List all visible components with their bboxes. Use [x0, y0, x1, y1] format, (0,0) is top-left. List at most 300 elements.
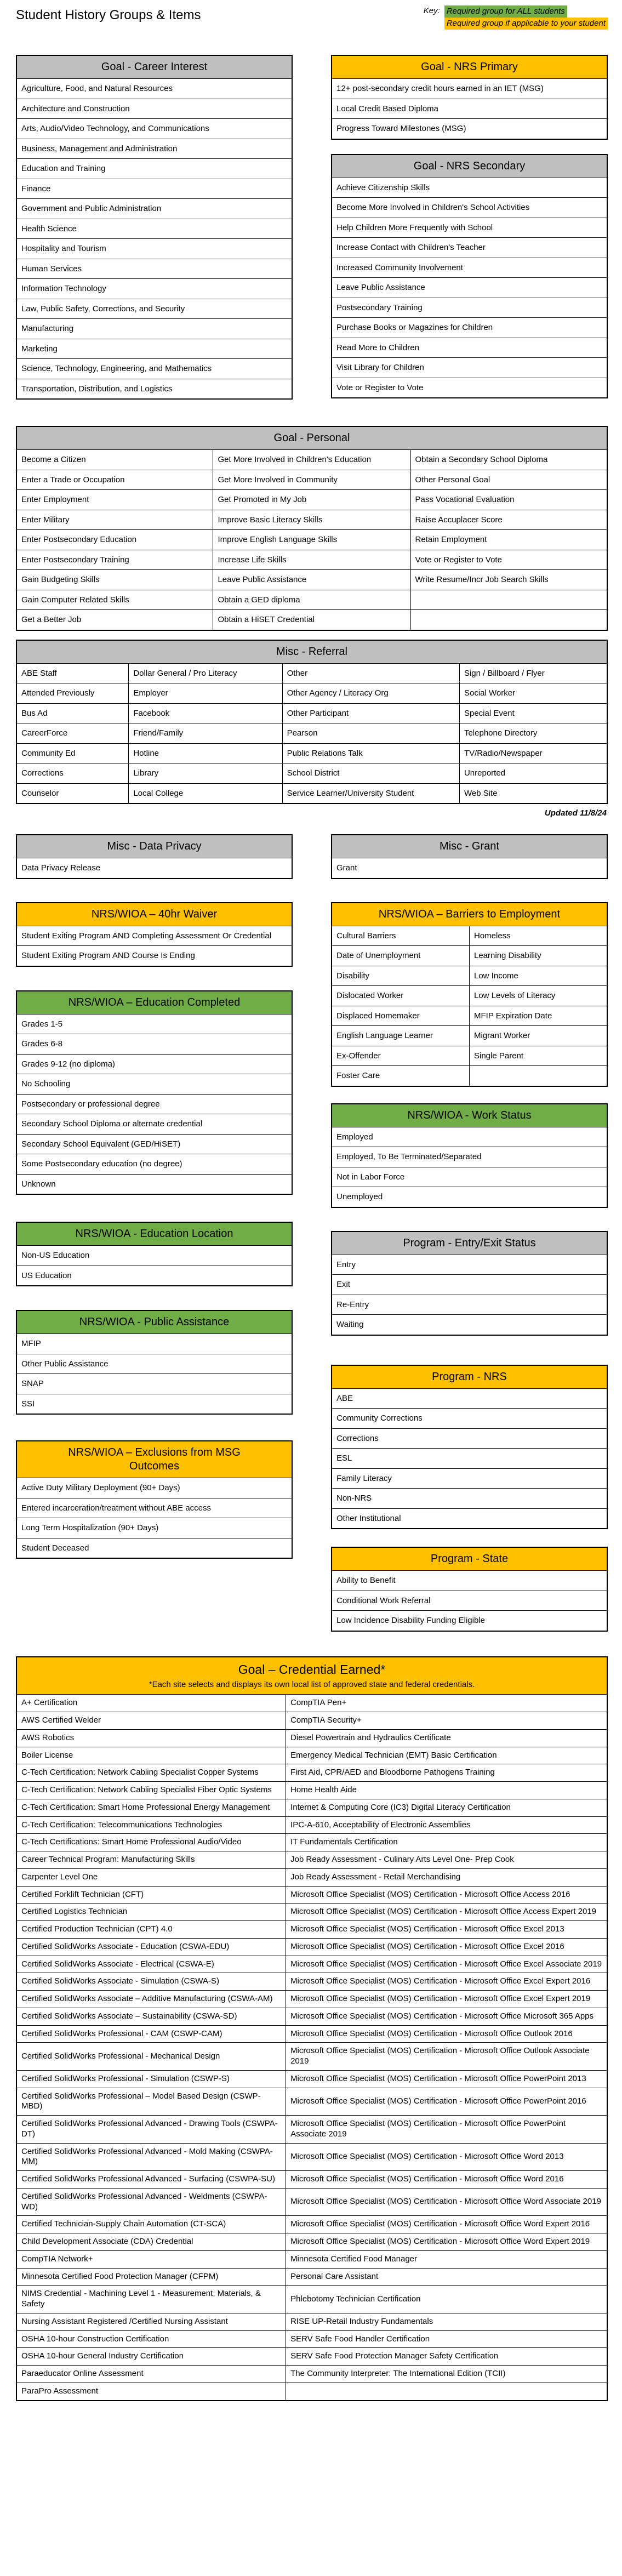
edu_completed-item: Grades 1-5	[16, 1014, 292, 1034]
program_nrs-row	[332, 1449, 607, 1469]
referral-item: Special Event	[459, 703, 607, 723]
nrs_secondary-item: Leave Public Assistance	[332, 278, 607, 298]
entry_exit-header-title: Program - Entry/Exit Status	[403, 1236, 536, 1249]
group-referral	[16, 640, 608, 805]
referral-header-title: Misc - Referral	[276, 645, 347, 658]
career-item: Human Services	[16, 259, 292, 279]
barriers-item: Homeless	[470, 926, 608, 946]
credentials-item: IT Fundamentals Certification	[286, 1834, 607, 1851]
credentials-row	[16, 1799, 607, 1816]
nrs_secondary-row	[332, 378, 607, 398]
entry_exit-table	[331, 1231, 608, 1336]
edu_completed-item: Secondary School Equivalent (GED/HiSET)	[16, 1134, 292, 1154]
work_status-table	[331, 1103, 608, 1208]
career-row	[16, 99, 292, 119]
program_nrs-item: Non-NRS	[332, 1489, 607, 1509]
edu_completed-item: Unknown	[16, 1174, 292, 1194]
personal-item: Enter Postsecondary Education	[16, 530, 213, 550]
edu_location-row	[16, 1246, 292, 1266]
referral-item: Friend/Family	[129, 723, 282, 744]
credentials-item: Certified Forklift Technician (CFT)	[16, 1886, 286, 1903]
career-row	[16, 179, 292, 199]
personal-item: Improve English Language Skills	[213, 530, 410, 550]
edu_completed-row	[16, 1174, 292, 1194]
credentials-row	[16, 1956, 607, 1973]
credentials-row	[16, 2171, 607, 2189]
program_state-item: Ability to Benefit	[332, 1571, 607, 1591]
credentials-item: Certified SolidWorks Professional Advanced - Surfacing (CSWPA-SU)	[16, 2171, 286, 2189]
career-item: Business, Management and Administration	[16, 139, 292, 159]
career-row	[16, 339, 292, 359]
credentials-item: Certified SolidWorks Professional - CAM (CSWP-CAM)	[16, 2025, 286, 2043]
credentials-item: CompTIA Pen+	[286, 1695, 607, 1712]
right-column-middle	[331, 834, 608, 1632]
program_nrs-row	[332, 1409, 607, 1429]
credentials-row	[16, 1729, 607, 1747]
personal-item: Pass Vocational Evaluation	[410, 490, 607, 510]
referral-row	[16, 663, 607, 683]
program_state-row	[332, 1611, 607, 1631]
personal-item: Leave Public Assistance	[213, 570, 410, 590]
personal-row	[16, 470, 607, 490]
career-item: Education and Training	[16, 159, 292, 179]
personal-item: Get More Involved in Community	[213, 470, 410, 490]
credentials-item: Certified SolidWorks Associate - Education (CSWA-EDU)	[16, 1938, 286, 1956]
entry_exit-item: Exit	[332, 1275, 607, 1295]
nrs_secondary-item: Achieve Citizenship Skills	[332, 178, 607, 198]
edu_completed-row	[16, 1114, 292, 1135]
credentials-header	[16, 1657, 607, 1695]
edu_completed-row	[16, 1054, 292, 1074]
barriers-item: Displaced Homemaker	[332, 1006, 470, 1026]
entry_exit-row	[332, 1295, 607, 1315]
career-item: Science, Technology, Engineering, and Mathematics	[16, 359, 292, 379]
referral-row	[16, 763, 607, 784]
personal-row	[16, 610, 607, 630]
legend-required-if-applicable: Required group if applicable to your student	[444, 18, 608, 30]
group-public-assistance	[16, 1310, 293, 1415]
credentials-item: Certified SolidWorks Professional – Model Based Design (CSWP-MBD)	[16, 2088, 286, 2116]
personal-row	[16, 450, 607, 470]
credentials-item: AWS Certified Welder	[16, 1712, 286, 1730]
personal-item: Get a Better Job	[16, 610, 213, 630]
credentials-item: A+ Certification	[16, 1695, 286, 1712]
program_state-table	[331, 1547, 608, 1632]
work_status-item: Unemployed	[332, 1187, 607, 1207]
credentials-item: C-Tech Certification: Telecommunications Technologies	[16, 1816, 286, 1834]
program_nrs-table	[331, 1365, 608, 1530]
left-column-top	[16, 55, 293, 400]
referral-row	[16, 783, 607, 803]
career-item: Government and Public Administration	[16, 199, 292, 219]
nrs_secondary-row	[332, 298, 607, 318]
group-education-completed	[16, 990, 293, 1195]
credentials-item: Diesel Powertrain and Hydraulics Certificate	[286, 1729, 607, 1747]
program_nrs-item: Other Institutional	[332, 1508, 607, 1529]
personal-item: Enter Employment	[16, 490, 213, 510]
credentials-item: Microsoft Office Specialist (MOS) Certification - Microsoft Office Word Associate 2019	[286, 2188, 607, 2216]
credentials-item: First Aid, CPR/AED and Bloodborne Pathogens Training	[286, 1764, 607, 1782]
exclusions-row	[16, 1478, 292, 1498]
personal-item: Other Personal Goal	[410, 470, 607, 490]
credentials-row	[16, 2366, 607, 2383]
credentials-item: NIMS Credential - Machining Level 1 - Measurement, Materials, & Safety	[16, 2286, 286, 2313]
program_nrs-item: ABE	[332, 1388, 607, 1409]
group-grant	[331, 834, 608, 879]
top-bar	[16, 5, 608, 30]
barriers-item: Dislocated Worker	[332, 986, 470, 1006]
credentials-row	[16, 2330, 607, 2348]
grant-table	[331, 834, 608, 879]
career-item: Marketing	[16, 339, 292, 359]
referral-table	[16, 640, 608, 805]
nrs_secondary-item: Increase Contact with Children's Teacher	[332, 238, 607, 258]
edu_completed-item: Grades 9-12 (no diploma)	[16, 1054, 292, 1074]
public_assistance-table	[16, 1310, 293, 1415]
career-row	[16, 139, 292, 159]
program_nrs-row	[332, 1468, 607, 1489]
program_state-header-title: Program - State	[430, 1553, 509, 1565]
public_assistance-row	[16, 1354, 292, 1374]
data_privacy-row	[16, 858, 292, 879]
program_nrs-row	[332, 1489, 607, 1509]
barriers-header	[332, 903, 607, 926]
barriers-item: Ex-Offender	[332, 1046, 470, 1066]
nrs_secondary-header-title: Goal - NRS Secondary	[413, 159, 526, 172]
credentials-row	[16, 2233, 607, 2251]
barriers-table	[331, 902, 608, 1087]
entry_exit-row	[332, 1275, 607, 1295]
nrs_secondary-row	[332, 338, 607, 358]
group-career-interest	[16, 55, 293, 400]
referral-item: Employer	[129, 683, 282, 704]
row-top	[16, 55, 608, 400]
nrs_secondary-item: Increased Community Involvement	[332, 258, 607, 278]
program_state-row	[332, 1591, 607, 1611]
career-row	[16, 219, 292, 239]
exclusions-header	[16, 1441, 292, 1478]
work_status-item: Not in Labor Force	[332, 1167, 607, 1187]
edu_completed-item: Secondary School Diploma or alternate credential	[16, 1114, 292, 1135]
credentials-item: Internet & Computing Core (IC3) Digital Literacy Certification	[286, 1799, 607, 1816]
credentials-item: Microsoft Office Specialist (MOS) Certification - Microsoft Office Excel Associate 2019	[286, 1956, 607, 1973]
barriers-item: Low Levels of Literacy	[470, 986, 608, 1006]
referral-item: Facebook	[129, 703, 282, 723]
credentials-item: Certified SolidWorks Professional Advanced - Drawing Tools (CSWPA-DT)	[16, 2116, 286, 2144]
group-data-privacy	[16, 834, 293, 879]
nrs_secondary-item: Visit Library for Children	[332, 358, 607, 378]
program_state-item: Low Incidence Disability Funding Eligible	[332, 1611, 607, 1631]
career-row	[16, 159, 292, 179]
barriers-item: Single Parent	[470, 1046, 608, 1066]
credentials-item: Microsoft Office Specialist (MOS) Certification - Microsoft Office Word 2013	[286, 2143, 607, 2171]
edu_completed-row	[16, 1134, 292, 1154]
nrs_primary-item: 12+ post-secondary credit hours earned in an IET (MSG)	[332, 79, 607, 99]
credentials-row	[16, 2116, 607, 2144]
nrs_primary-row	[332, 79, 607, 99]
career-item: Finance	[16, 179, 292, 199]
credentials-item: C-Tech Certification: Smart Home Professional Energy Management	[16, 1799, 286, 1816]
credentials-item: Personal Care Assistant	[286, 2268, 607, 2286]
credentials-item: Certified SolidWorks Associate – Sustainability (CSWA-SD)	[16, 2008, 286, 2025]
credentials-item: OSHA 10-hour Construction Certification	[16, 2330, 286, 2348]
career-row	[16, 379, 292, 399]
referral-row	[16, 723, 607, 744]
personal-row	[16, 530, 607, 550]
personal-header-title: Goal - Personal	[273, 432, 350, 444]
credentials-row	[16, 2188, 607, 2216]
program_state-item: Conditional Work Referral	[332, 1591, 607, 1611]
personal-item: Raise Accuplacer Score	[410, 510, 607, 530]
credentials-item: Certified Logistics Technician	[16, 1903, 286, 1921]
personal-row	[16, 550, 607, 570]
barriers-row	[332, 1026, 607, 1046]
credentials-item: Microsoft Office Specialist (MOS) Certification - Microsoft Office Access Expert 2019	[286, 1903, 607, 1921]
nrs_secondary-item: Purchase Books or Magazines for Children	[332, 318, 607, 338]
barriers-row	[332, 1046, 607, 1066]
exclusions-item: Active Duty Military Deployment (90+ Days)	[16, 1478, 292, 1498]
left-column-middle	[16, 834, 293, 1632]
barriers-item: Date of Unemployment	[332, 946, 470, 966]
career-row	[16, 79, 292, 99]
credentials-item: Child Development Associate (CDA) Credential	[16, 2233, 286, 2251]
edu_location-header	[16, 1222, 292, 1246]
referral-row	[16, 683, 607, 704]
credentials-item: Paraeducator Online Assessment	[16, 2366, 286, 2383]
credentials-item: C-Tech Certification: Network Cabling Specialist Fiber Optic Systems	[16, 1782, 286, 1799]
career-item: Agriculture, Food, and Natural Resources	[16, 79, 292, 99]
personal-item: Gain Computer Related Skills	[16, 590, 213, 610]
career-header	[16, 55, 292, 79]
nrs_secondary-row	[332, 358, 607, 378]
credentials-row	[16, 2088, 607, 2116]
referral-item: ABE Staff	[16, 663, 129, 683]
credentials-item: Microsoft Office Specialist (MOS) Certification - Microsoft Office Word 2016	[286, 2171, 607, 2189]
waiver-row	[16, 926, 292, 946]
personal-item: Obtain a Secondary School Diploma	[410, 450, 607, 470]
data_privacy-item: Data Privacy Release	[16, 858, 292, 879]
edu_location-row	[16, 1266, 292, 1286]
legend-label: Key:	[423, 6, 440, 15]
credentials-row	[16, 2268, 607, 2286]
credentials-item: Home Health Aide	[286, 1782, 607, 1799]
nrs_secondary-row	[332, 218, 607, 238]
edu_location-table	[16, 1222, 293, 1286]
entry_exit-item: Entry	[332, 1255, 607, 1275]
credentials-item: C-Tech Certifications: Smart Home Professional Audio/Video	[16, 1834, 286, 1851]
credentials-row	[16, 2313, 607, 2330]
entry_exit-row	[332, 1255, 607, 1275]
credentials-item: OSHA 10-hour General Industry Certification	[16, 2348, 286, 2366]
credentials-item: CompTIA Network+	[16, 2250, 286, 2268]
work_status-item: Employed	[332, 1127, 607, 1147]
career-item: Arts, Audio/Video Technology, and Communications	[16, 119, 292, 139]
barriers-row	[332, 926, 607, 946]
barriers-item: Cultural Barriers	[332, 926, 470, 946]
credentials-row	[16, 1834, 607, 1851]
credentials-item: Microsoft Office Specialist (MOS) Certification - Microsoft Office Excel 2016	[286, 1938, 607, 1956]
referral-item: Dollar General / Pro Literacy	[129, 663, 282, 683]
program_nrs-item: Community Corrections	[332, 1409, 607, 1429]
credentials-item: AWS Robotics	[16, 1729, 286, 1747]
edu_completed-item: Some Postsecondary education (no degree)	[16, 1154, 292, 1175]
credentials-item: SERV Safe Food Handler Certification	[286, 2330, 607, 2348]
credentials-row	[16, 2250, 607, 2268]
nrs_secondary-table	[331, 154, 608, 399]
referral-item: Other Participant	[282, 703, 459, 723]
nrs_primary-table	[331, 55, 608, 140]
referral-row	[16, 743, 607, 763]
group-personal	[16, 426, 608, 631]
personal-item: Retain Employment	[410, 530, 607, 550]
public_assistance-item: Other Public Assistance	[16, 1354, 292, 1374]
credentials-item: ParaPro Assessment	[16, 2383, 286, 2400]
group-work-status	[331, 1103, 608, 1208]
credentials-item: Microsoft Office Specialist (MOS) Certification - Microsoft Office PowerPoint 2016	[286, 2088, 607, 2116]
credentials-row	[16, 1886, 607, 1903]
credentials-item: Minnesota Certified Food Protection Manager (CFPM)	[16, 2268, 286, 2286]
edu_completed-header-title: NRS/WIOA – Education Completed	[68, 996, 241, 1008]
career-row	[16, 119, 292, 139]
credentials-item: The Community Interpreter: The International Edition (TCII)	[286, 2366, 607, 2383]
public_assistance-header-title: NRS/WIOA - Public Assistance	[79, 1316, 230, 1328]
career-item: Architecture and Construction	[16, 99, 292, 119]
referral-item: Other Agency / Literacy Org	[282, 683, 459, 704]
referral-item: Unreported	[459, 763, 607, 784]
exclusions-row	[16, 1498, 292, 1518]
exclusions-row	[16, 1538, 292, 1558]
credentials-row	[16, 2025, 607, 2043]
personal-item: Write Resume/Incr Job Search Skills	[410, 570, 607, 590]
referral-row	[16, 703, 607, 723]
credentials-item: Phlebotomy Technician Certification	[286, 2286, 607, 2313]
credentials-row	[16, 1921, 607, 1939]
program_nrs-item: Corrections	[332, 1428, 607, 1449]
credentials-item	[286, 2383, 607, 2400]
credentials-row	[16, 1747, 607, 1764]
referral-item: Public Relations Talk	[282, 743, 459, 763]
public_assistance-row	[16, 1334, 292, 1354]
career-row	[16, 239, 292, 259]
work_status-item: Employed, To Be Terminated/Separated	[332, 1147, 607, 1167]
credentials-item: Certified SolidWorks Professional Advanced - Weldments (CSWPA-WD)	[16, 2188, 286, 2216]
grant-header	[332, 835, 607, 858]
work_status-row	[332, 1187, 607, 1207]
credentials-item: IPC-A-610, Acceptability of Electronic Assemblies	[286, 1816, 607, 1834]
career-item: Hospitality and Tourism	[16, 239, 292, 259]
legend-items	[444, 5, 608, 30]
page-title: Student History Groups & Items	[16, 8, 201, 22]
credentials-item: Boiler License	[16, 1747, 286, 1764]
legend-required-all: Required group for ALL students	[444, 5, 567, 18]
group-barriers	[331, 902, 608, 1087]
program_nrs-row	[332, 1508, 607, 1529]
row-middle	[16, 834, 608, 1632]
barriers-header-title: NRS/WIOA – Barriers to Employment	[378, 908, 561, 920]
career-row	[16, 319, 292, 339]
waiver-table	[16, 902, 293, 967]
personal-item: Improve Basic Literacy Skills	[213, 510, 410, 530]
credentials-item: Certified SolidWorks Associate - Electrical (CSWA-E)	[16, 1956, 286, 1973]
credentials-row	[16, 1816, 607, 1834]
program_nrs-item: Family Literacy	[332, 1468, 607, 1489]
credentials-item: Microsoft Office Specialist (MOS) Certification - Microsoft Office Access 2016	[286, 1886, 607, 1903]
edu_completed-item: No Schooling	[16, 1074, 292, 1095]
barriers-item: English Language Learner	[332, 1026, 470, 1046]
referral-item: Attended Previously	[16, 683, 129, 704]
credentials-item: Carpenter Level One	[16, 1868, 286, 1886]
personal-item: Get Promoted in My Job	[213, 490, 410, 510]
credentials-row	[16, 1764, 607, 1782]
referral-item: Hotline	[129, 743, 282, 763]
nrs_secondary-item: Read More to Children	[332, 338, 607, 358]
nrs_primary-item: Local Credit Based Diploma	[332, 99, 607, 119]
personal-item	[410, 610, 607, 630]
credentials-row	[16, 2043, 607, 2071]
credentials-row	[16, 1695, 607, 1712]
career-header-title: Goal - Career Interest	[101, 61, 208, 73]
credentials-row	[16, 2348, 607, 2366]
referral-item: Web Site	[459, 783, 607, 803]
credentials-row	[16, 2286, 607, 2313]
referral-item: Service Learner/University Student	[282, 783, 459, 803]
barriers-row	[332, 946, 607, 966]
barriers-item: Migrant Worker	[470, 1026, 608, 1046]
credentials-item: Certified SolidWorks Associate – Additive Manufacturing (CSWA-AM)	[16, 1991, 286, 2008]
credentials-item: C-Tech Certification: Network Cabling Specialist Copper Systems	[16, 1764, 286, 1782]
barriers-row	[332, 986, 607, 1006]
nrs_primary-item: Progress Toward Milestones (MSG)	[332, 119, 607, 139]
work_status-header	[332, 1104, 607, 1127]
program_nrs-header-title: Program - NRS	[432, 1370, 507, 1383]
program_nrs-row	[332, 1388, 607, 1409]
career-item: Law, Public Safety, Corrections, and Security	[16, 299, 292, 319]
public_assistance-row	[16, 1374, 292, 1394]
nrs_secondary-item: Become More Involved in Children's School Activities	[332, 198, 607, 218]
referral-item: CareerForce	[16, 723, 129, 744]
edu_completed-row	[16, 1154, 292, 1175]
nrs_primary-row	[332, 99, 607, 119]
credentials-item: Emergency Medical Technician (EMT) Basic Certification	[286, 1747, 607, 1764]
barriers-row	[332, 1066, 607, 1086]
legend	[424, 5, 608, 30]
referral-item: Pearson	[282, 723, 459, 744]
nrs_secondary-header	[332, 155, 607, 178]
career-row	[16, 259, 292, 279]
personal-item: Vote or Register to Vote	[410, 550, 607, 570]
edu_location-item: Non-US Education	[16, 1246, 292, 1266]
barriers-item	[470, 1066, 608, 1086]
edu_completed-row	[16, 1094, 292, 1114]
credentials-item: Microsoft Office Specialist (MOS) Certification - Microsoft Office Excel 2013	[286, 1921, 607, 1939]
public_assistance-item: SSI	[16, 1394, 292, 1414]
waiver-item: Student Exiting Program AND Completing Assessment Or Credential	[16, 926, 292, 946]
credentials-item: Minnesota Certified Food Manager	[286, 2250, 607, 2268]
credentials-item: Microsoft Office Specialist (MOS) Certification - Microsoft Office Outlook 2016	[286, 2025, 607, 2043]
credentials-item: Certified SolidWorks Professional - Simulation (CSWP-S)	[16, 2070, 286, 2088]
group-entry-exit-status	[331, 1231, 608, 1336]
referral-item: Library	[129, 763, 282, 784]
group-nrs-secondary	[331, 154, 608, 399]
referral-item: Local College	[129, 783, 282, 803]
program_state-row	[332, 1571, 607, 1591]
data_privacy-table	[16, 834, 293, 879]
edu_completed-item: Grades 6-8	[16, 1034, 292, 1055]
referral-header	[16, 640, 607, 664]
personal-row	[16, 490, 607, 510]
referral-item: Community Ed	[16, 743, 129, 763]
credentials-row	[16, 1903, 607, 1921]
